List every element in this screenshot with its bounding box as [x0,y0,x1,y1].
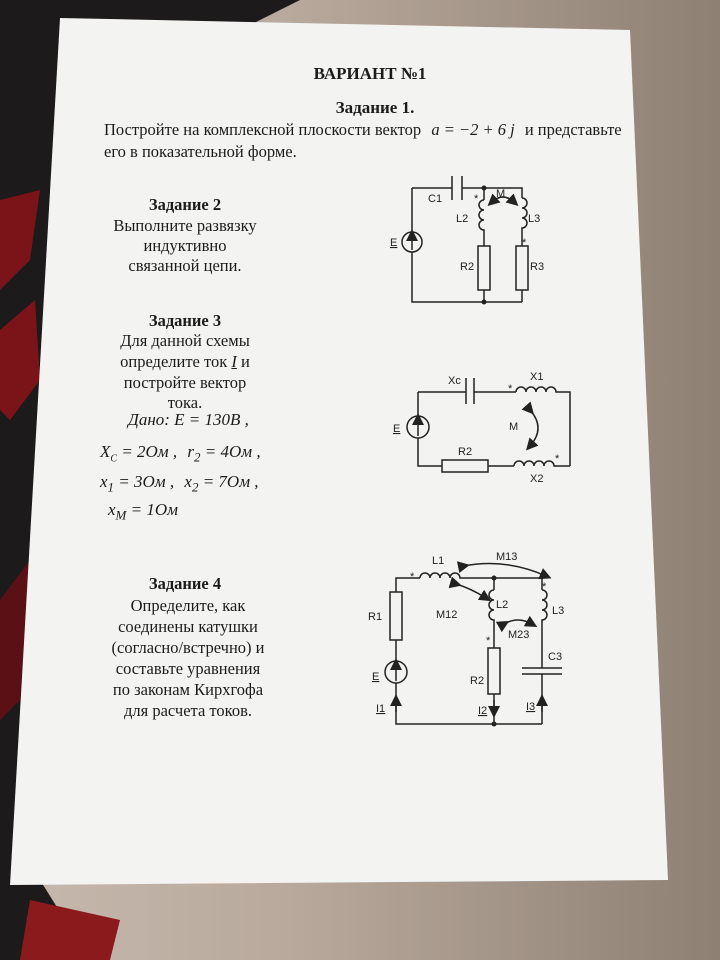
current-symbol: I [231,352,237,371]
task3-line-2-text: определите ток [120,352,228,371]
label-l3: L3 [528,213,541,225]
node-dot [482,186,487,191]
label-xc: Xc [448,375,461,387]
label-e3: E [393,423,401,435]
label-x1: X1 [530,371,544,383]
label-i1: I1 [376,703,386,715]
task2-heading: Задание 2 [148,195,222,214]
label-r1: R1 [368,611,383,623]
label-r2-4: R2 [470,675,485,687]
task4-line-3: (согласно/встречно) и [111,638,265,657]
given-line-1: Дано: E = 130В , [128,410,249,429]
star-l2: * [474,193,479,205]
star-x2: * [555,453,560,465]
task3-heading: Задание 3 [148,311,222,330]
task1-line2: его в показательной форме. [104,142,297,161]
circuit-task4 [385,564,565,724]
label-r2-3: R2 [458,446,473,458]
task1-formula: a = −2 + 6 j [431,120,515,139]
task4-line-6: для расчета токов. [124,701,252,720]
task1-text-end: и представьте [524,120,622,139]
x1-value: = 3Ом , [118,472,175,491]
x1-symbol: x [100,472,108,491]
label-m12: M12 [436,609,458,621]
label-l2: L2 [456,213,469,225]
task2-line-2: индуктивно [143,236,227,255]
variant-title: ВАРИАНТ №1 [313,64,427,83]
task3-line-2-and: и [241,352,250,371]
task3-line-1: Для данной схемы [120,331,250,350]
star-l3-top: * [542,581,547,593]
star-x1: * [508,383,513,395]
node-dot [492,576,497,581]
node-dot [482,300,487,305]
xc-sub: C [110,453,118,465]
label-c1: C1 [428,193,443,205]
circuit-task2 [402,176,528,302]
x1-sub: 1 [107,479,115,495]
node-dot [492,722,497,727]
label-i3: I3 [526,701,536,713]
xm-symbol: x [108,500,116,519]
label-m13: M13 [496,551,518,563]
task4-line-2: соединены катушки [118,617,258,636]
star-l3: * [522,237,527,249]
label-r3: R3 [530,261,545,273]
label-m: M [496,188,506,200]
label-x2: X2 [530,473,544,485]
label-i2: I2 [478,705,488,717]
r2-value: = 4Ом , [204,442,261,461]
x2-sub: 2 [191,479,199,495]
x2-symbol: x [184,472,192,491]
task4-line-1: Определите, как [130,596,246,615]
xm-value: = 1Ом [130,500,178,519]
task3-line-4: тока. [167,393,203,412]
task4-line-5: по законам Кирхгофа [112,680,264,699]
circuit-task3 [407,378,570,472]
label-m23: M23 [508,629,530,641]
task3-line-3: постройте вектор [123,373,247,392]
star-l1: * [410,571,415,583]
task2-line-1: Выполните развязку [113,216,257,235]
xm-sub: M [115,507,127,523]
label-l2-4: L2 [496,599,509,611]
label-r2: R2 [460,261,475,273]
r2-symbol: r [187,442,195,461]
task2-line-3: связанной цепи. [128,256,242,275]
x2-value: = 7Ом , [202,472,259,491]
label-e: E [390,237,398,249]
task4-line-4: составьте уравнения [115,659,261,678]
label-m3: M [509,421,519,433]
xc-symbol: X [100,442,111,461]
label-c3: C3 [548,651,563,663]
label-e4: E [372,671,380,683]
r2-sub: 2 [194,449,201,465]
label-l1: L1 [432,555,445,567]
xc-value: = 2Ом , [121,442,178,461]
task1-heading: Задание 1. [335,98,415,117]
star-l2-bottom: * [486,635,491,647]
label-l3-4: L3 [552,605,565,617]
task4-heading: Задание 4 [148,574,222,593]
task1-text-start: Постройте на комплексной плоскости вектор [104,120,422,139]
